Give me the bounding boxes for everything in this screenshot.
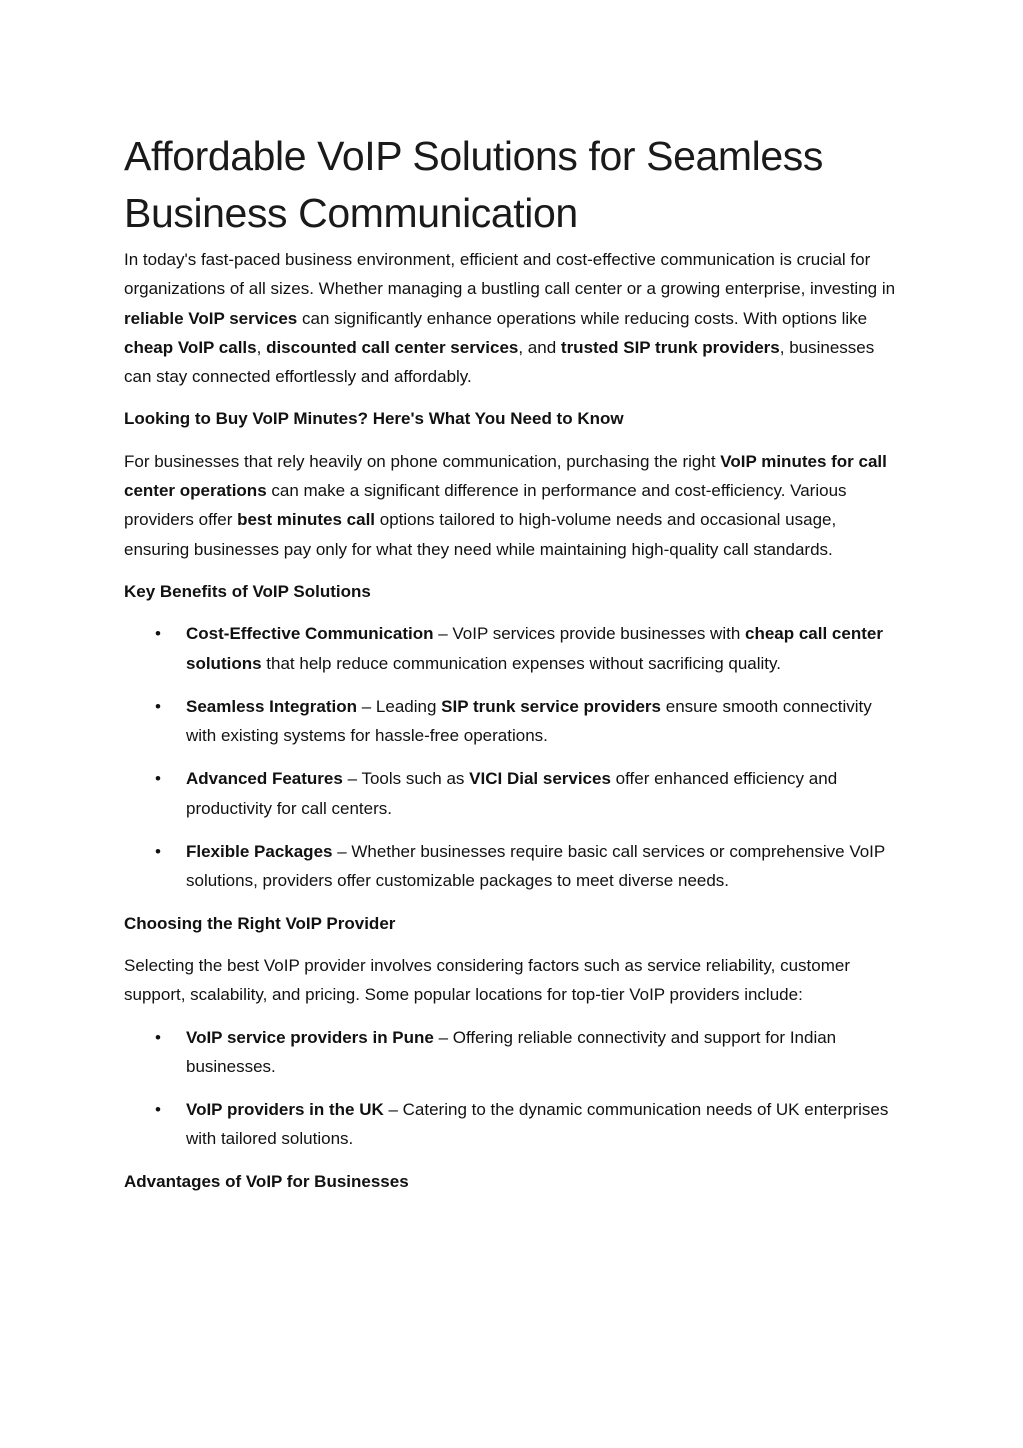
list-item-text: ensure smooth connectivity with existing systems for hassle-free operations. <box>186 696 872 746</box>
buy-minutes-paragraph <box>124 447 904 564</box>
document-title: Affordable VoIP Solutions for Seamless Business Communication <box>124 133 823 236</box>
buy-minutes-text-2: can make a significant difference in performance and cost-efficiency. Various providers offer <box>124 481 847 530</box>
list-item <box>124 692 904 751</box>
list-item-lead: VoIP service providers in Pune <box>186 1027 434 1047</box>
list-item <box>124 764 904 823</box>
buy-minutes-text-3: options tailored to high-volume needs and occasional usage, ensuring businesses pay only for what they need while maintaining high-quality call standards. <box>124 510 837 559</box>
list-item-bold: VICI Dial services <box>469 769 611 789</box>
list-item-bold: SIP trunk service providers <box>441 696 662 716</box>
document-page <box>124 128 904 1209</box>
bullet-icon: • <box>155 842 161 862</box>
list-item-lead: Advanced Features <box>186 769 343 789</box>
intro-paragraph <box>124 245 904 391</box>
intro-bold-1: reliable VoIP services <box>124 308 298 328</box>
list-item-bold: cheap call center solutions <box>186 624 883 673</box>
section-heading-choosing-provider: Choosing the Right VoIP Provider <box>124 913 396 933</box>
list-item-lead: Flexible Packages <box>186 842 333 862</box>
section-heading-advantages: Advantages of VoIP for Businesses <box>124 1171 409 1191</box>
bullet-icon: • <box>155 769 161 789</box>
list-item-text: – Offering reliable connectivity and support for Indian businesses. <box>186 1027 837 1076</box>
list-item-text: – Catering to the dynamic communication needs of UK enterprises with tailored solutions. <box>186 1100 889 1149</box>
list-item <box>124 1023 904 1082</box>
list-item <box>124 837 904 896</box>
list-item-text: – Whether businesses require basic call services or comprehensive VoIP solutions, providers offer customizable packages to meet diverse needs. <box>186 842 885 891</box>
intro-bold-4: trusted SIP trunk providers <box>560 337 780 357</box>
provider-locations-list <box>124 1023 904 1154</box>
intro-bold-2: cheap VoIP calls <box>124 337 257 357</box>
section-heading-key-benefits: Key Benefits of VoIP Solutions <box>124 581 371 601</box>
list-item <box>124 619 904 678</box>
buy-minutes-bold-2: best minutes call <box>237 510 376 530</box>
intro-text-1: In today's fast-paced business environment, efficient and cost-effective communication is crucial for organizations of all sizes. Whether managing a bustling call center or a growing enterprise, investing in <box>124 250 896 299</box>
bullet-icon: • <box>155 1027 161 1047</box>
bullet-icon: • <box>155 624 161 644</box>
key-benefits-list <box>124 619 904 895</box>
list-item-lead: Cost-Effective Communication <box>186 624 434 644</box>
intro-text-5: , businesses can stay connected effortlessly and affordably. <box>124 337 875 387</box>
intro-text-4: , and <box>518 337 561 357</box>
list-item-text: offer enhanced efficiency and productivity for call centers. <box>186 769 838 818</box>
intro-bold-3: discounted call center services <box>266 337 519 357</box>
choosing-provider-paragraph: Selecting the best VoIP provider involves considering factors such as service reliability, customer support, scalability, and pricing. Some popular locations for top-tier VoIP providers include: <box>124 955 850 1005</box>
list-item-text: – Tools such as <box>342 769 470 789</box>
bullet-icon: • <box>155 1100 161 1120</box>
list-item-text: – Leading <box>357 696 442 716</box>
section-heading-buy-minutes: Looking to Buy VoIP Minutes? Here's What You Need to Know <box>124 409 624 429</box>
list-item-text: that help reduce communication expenses without sacrificing quality. <box>261 653 781 673</box>
list-item-text: – VoIP services provide businesses with <box>433 624 745 644</box>
list-item <box>124 1095 904 1154</box>
buy-minutes-text-1: For businesses that rely heavily on phone communication, purchasing the right <box>124 451 721 471</box>
list-item-lead: VoIP providers in the UK <box>186 1100 384 1120</box>
bullet-icon: • <box>155 696 161 716</box>
intro-text-3: , <box>256 337 267 357</box>
list-item-lead: Seamless Integration <box>186 696 358 716</box>
buy-minutes-bold-1: VoIP minutes for call center operations <box>124 451 887 501</box>
intro-text-2: can significantly enhance operations while reducing costs. With options like <box>297 308 868 328</box>
